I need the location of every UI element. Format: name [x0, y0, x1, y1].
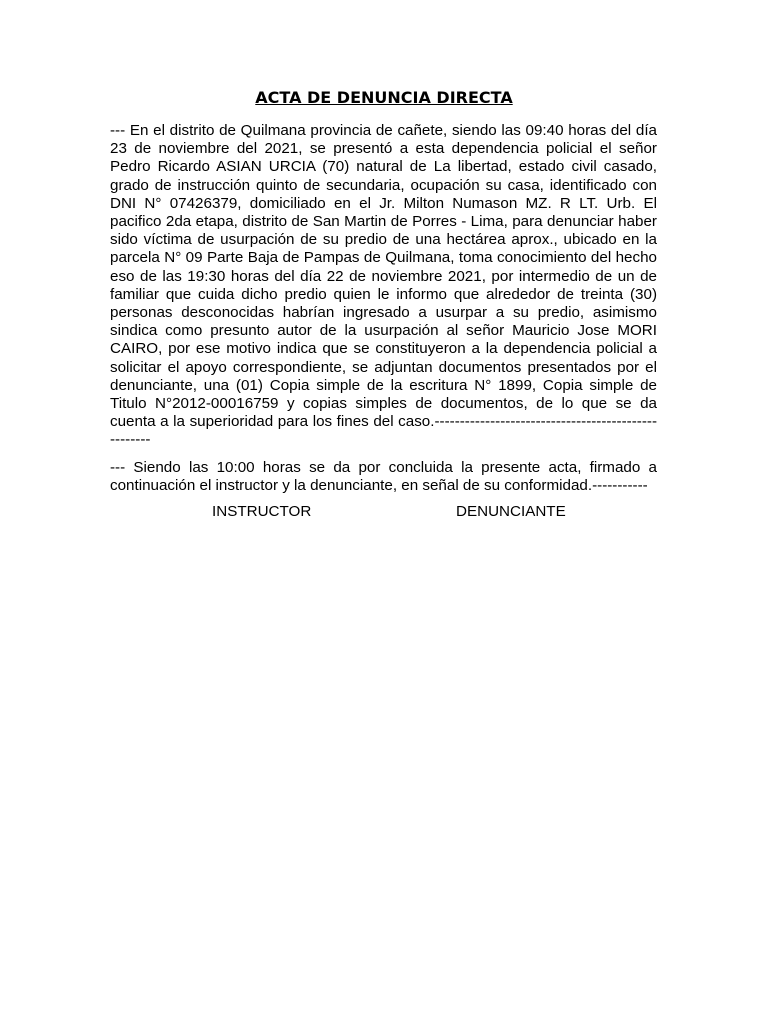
signature-instructor-label: INSTRUCTOR: [212, 503, 312, 520]
closing-paragraph: --- Siendo las 10:00 horas se da por concluida la presente acta, firmado a continuación el instructor y la denunciante, en señal de su conformidad.-----------: [110, 459, 657, 495]
document-title: ACTA DE DENUNCIA DIRECTA: [255, 88, 513, 107]
complaint-paragraph: --- En el distrito de Quilmana provincia de cañete, siendo las 09:40 horas del día 23 de noviembre del 2021, se presentó a esta dependencia policial el señor Pedro Ricardo ASIAN URCIA (70) natural de La libertad, estado civil casado, grado de instrucción quinto de secundaria, ocupación su casa, identificado con DNI N° 07426379, domiciliado en el Jr. Milton Numason MZ. R LT. Urb. El pacifico 2da etapa, distrito de San Martin de Porres - Lima, para denunciar haber sido víctima de usurpación de su predio de una hectárea aprox., ubicado en la parcela N° 09 Parte Baja de Pampas de Quilmana, toma conocimiento del hecho eso de las 19:30 horas del día 22 de noviembre 2021, por intermedio de un de familiar que cuida dicho predio quien le informo que alrededor de treinta (30) personas desconocidas habrían ingresado a usurpar a su predio, asimismo sindica como presunto autor de la usurpación al señor Mauricio Jose MORI CAIRO, por ese motivo indica que se constituyeron a la dependencia policial a solicitar el apoyo correspondiente, se adjuntan documentos presentados por el denunciante, una (01) Copia simple de la escritura N° 1899, Copia simple de Titulo N°2012-00016759 y copias simples de documentos, de lo que se da cuenta a la superioridad para los fines del caso.----------------------------------------------------: [110, 122, 657, 449]
signature-denunciante-label: DENUNCIANTE: [456, 503, 566, 520]
